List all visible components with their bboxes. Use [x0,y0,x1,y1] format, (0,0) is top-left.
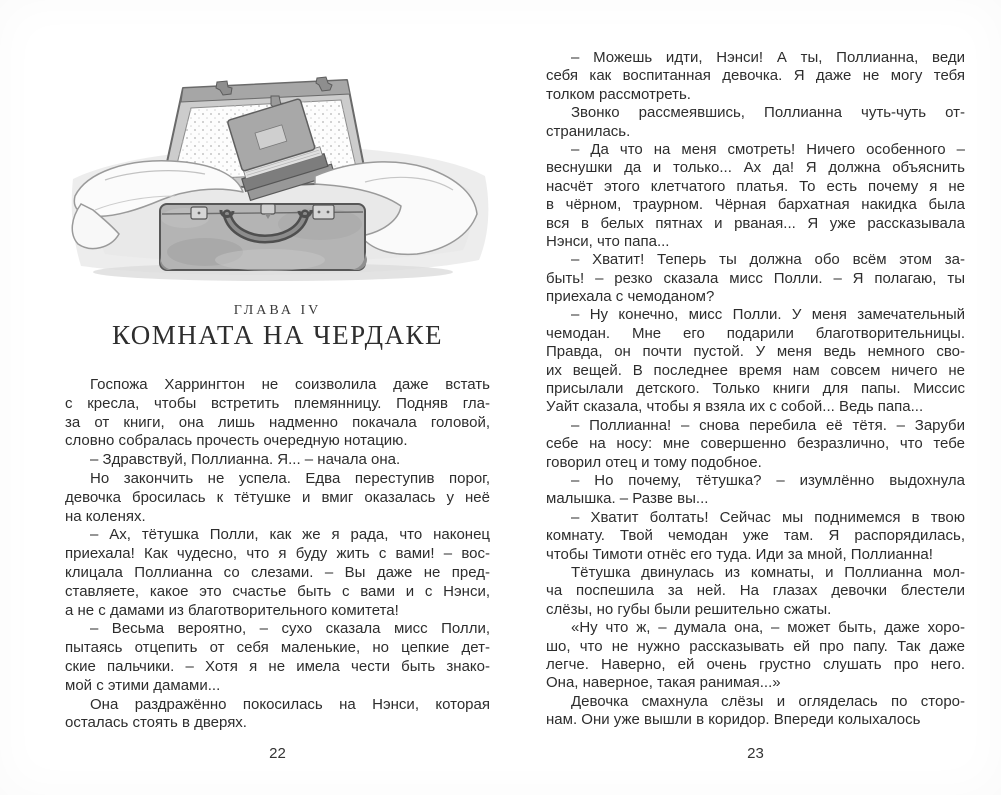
text-line: девочка бросилась к тётушке и вмиг оказалась у неё [65,488,490,506]
text-line: вся в белых пятнах и рваная... Я уже рассказывала [546,214,965,232]
suitcase-body [160,204,367,271]
text-line: Тётушка двинулась из комнаты, и Поллианна мол- [571,563,965,581]
text-line: себя как воспитанная девочка. Я даже не могу тебя [546,67,965,85]
text-line: Правда, он почти пустой. У меня ведь немного сво- [546,343,965,361]
text-line: с кресла, чтобы встретить племянницу. Подняв гла- [65,394,490,412]
text-line: Звонко рассмеявшись, Поллианна чуть-чуть от- [571,104,965,122]
text-line: осталась стоять в дверях. [65,714,247,732]
text-line: Уайт сказала, чтобы я взяла их с собой... Ведь папа... [546,398,924,416]
right-page [546,0,965,795]
text-line: толком рассмотреть. [546,85,691,103]
text-line: приехала! Как чудесно, что я буду жить с вами! – вос- [65,545,490,563]
text-line: ча поспешила за ней. На глазах девочки блестели [546,582,965,600]
right-page-number: 23 [747,745,764,762]
text-line: словно собралась прочесть очередную нотацию. [65,432,408,450]
text-line: слёзы, но губы были решительно сжаты. [546,600,832,618]
text-line: ставляете, какое это счастье быть с вами и с Нэнси, [65,582,490,600]
left-page [65,0,490,795]
text-line: легче. Наверно, ей очень грустно слушать про него. [546,655,965,673]
text-line: за от книги, она лишь надменно покачала головой, [65,413,490,431]
suitcase-illustration [65,64,490,292]
chapter-label: ГЛАВА IV [233,303,322,318]
text-line: клицала Поллианна со слезами. – Вы даже не пред- [65,563,490,581]
text-line: Нэнси, что папа... [546,232,670,250]
text-line: на коленях. [65,507,146,525]
text-line: приехала с чемоданом? [546,288,715,306]
text-line: – Ну конечно, мисс Полли. У меня замечательный [571,306,965,324]
text-line: – Ах, тётушка Полли, как же я рада, что наконец [90,526,490,544]
text-line: Но закончить не успела. Едва переступив порог, [90,469,490,487]
text-line: – Весьма вероятно, – сухо сказала мисс Полли, [90,620,490,638]
chapter-title: КОМНАТА НА ЧЕРДАКЕ [111,320,444,350]
text-line: Она раздражённо покосилась на Нэнси, которая [90,695,490,713]
text-line: комнату. Твой чемодан уже там. Я распорядилась, [546,527,965,545]
text-line: в чёрном, траурном. Чёрная бархатная накидка была [546,196,965,214]
text-line: Госпожа Харрингтон не соизволила даже встать [90,376,490,393]
text-line: их вещей. В последнее время нам совсем ничего не [546,361,965,379]
text-line: малышка. – Разве вы... [546,490,709,508]
text-line: чемодан. Мне его подарили благотворительницы. [546,324,965,342]
text-line: себе на носу: мне совершенно безразлично, что тебе [546,435,965,453]
text-line: – Хватит болтать! Сейчас мы поднимемся в твою [571,508,965,526]
text-line: насчёт этого клетчатого платья. То есть почему я не [546,177,965,195]
text-line: говорил отец и тому подобное. [546,453,762,471]
text-line: быть! – резко сказала мисс Полли. – Я полагаю, ты [546,269,965,287]
text-line: веснушки да и только... Ах да! Я должна объяснить [546,159,965,177]
text-line: – Но почему, тётушка? – изумлённо выдохнула [571,471,965,489]
text-line: мой с этими дамами... [65,676,221,694]
left-page-number: 22 [269,745,286,762]
left-page-body [65,376,490,733]
text-line: – Здравствуй, Поллианна. Я... – начала она. [90,451,401,469]
right-page-body [546,49,965,729]
text-line: ские пальчики. – Хотя я не имела чести быть знако- [65,657,490,675]
text-line: нам. Они уже вышли в коридор. Впереди колыхалось [546,711,921,729]
text-line: – Хватит! Теперь ты должна обо всём этом за- [571,251,965,269]
text-line: пытаясь отцепить от себя маленькие, но цепкие дет- [65,639,490,657]
text-line: Девочка смахнула слёзы и огляделась по сторо- [571,692,965,710]
text-line: – Поллианна! – снова перебила её тётя. – Заруби [571,416,965,434]
text-line: Она, наверное, такая ранимая...» [546,674,781,692]
text-line: шо, что не нужно рассказывать ей про папу. Так даже [546,637,965,655]
text-line: – Да что на меня смотреть! Ничего особенного – [571,140,965,158]
text-line: чтобы Тимоти отнёс его туда. Иди за мной, Поллианна! [546,545,933,563]
text-line: – Можешь идти, Нэнси! А ты, Поллианна, веди [571,49,965,66]
text-line: «Ну что ж, – думала она, – может быть, даже хоро- [571,619,965,637]
text-line: странилась. [546,122,631,140]
text-line: а не с дамами из благотворительного комитета! [65,601,399,619]
text-line: присылали детского. Только книги для папы. Миссис [546,380,965,398]
